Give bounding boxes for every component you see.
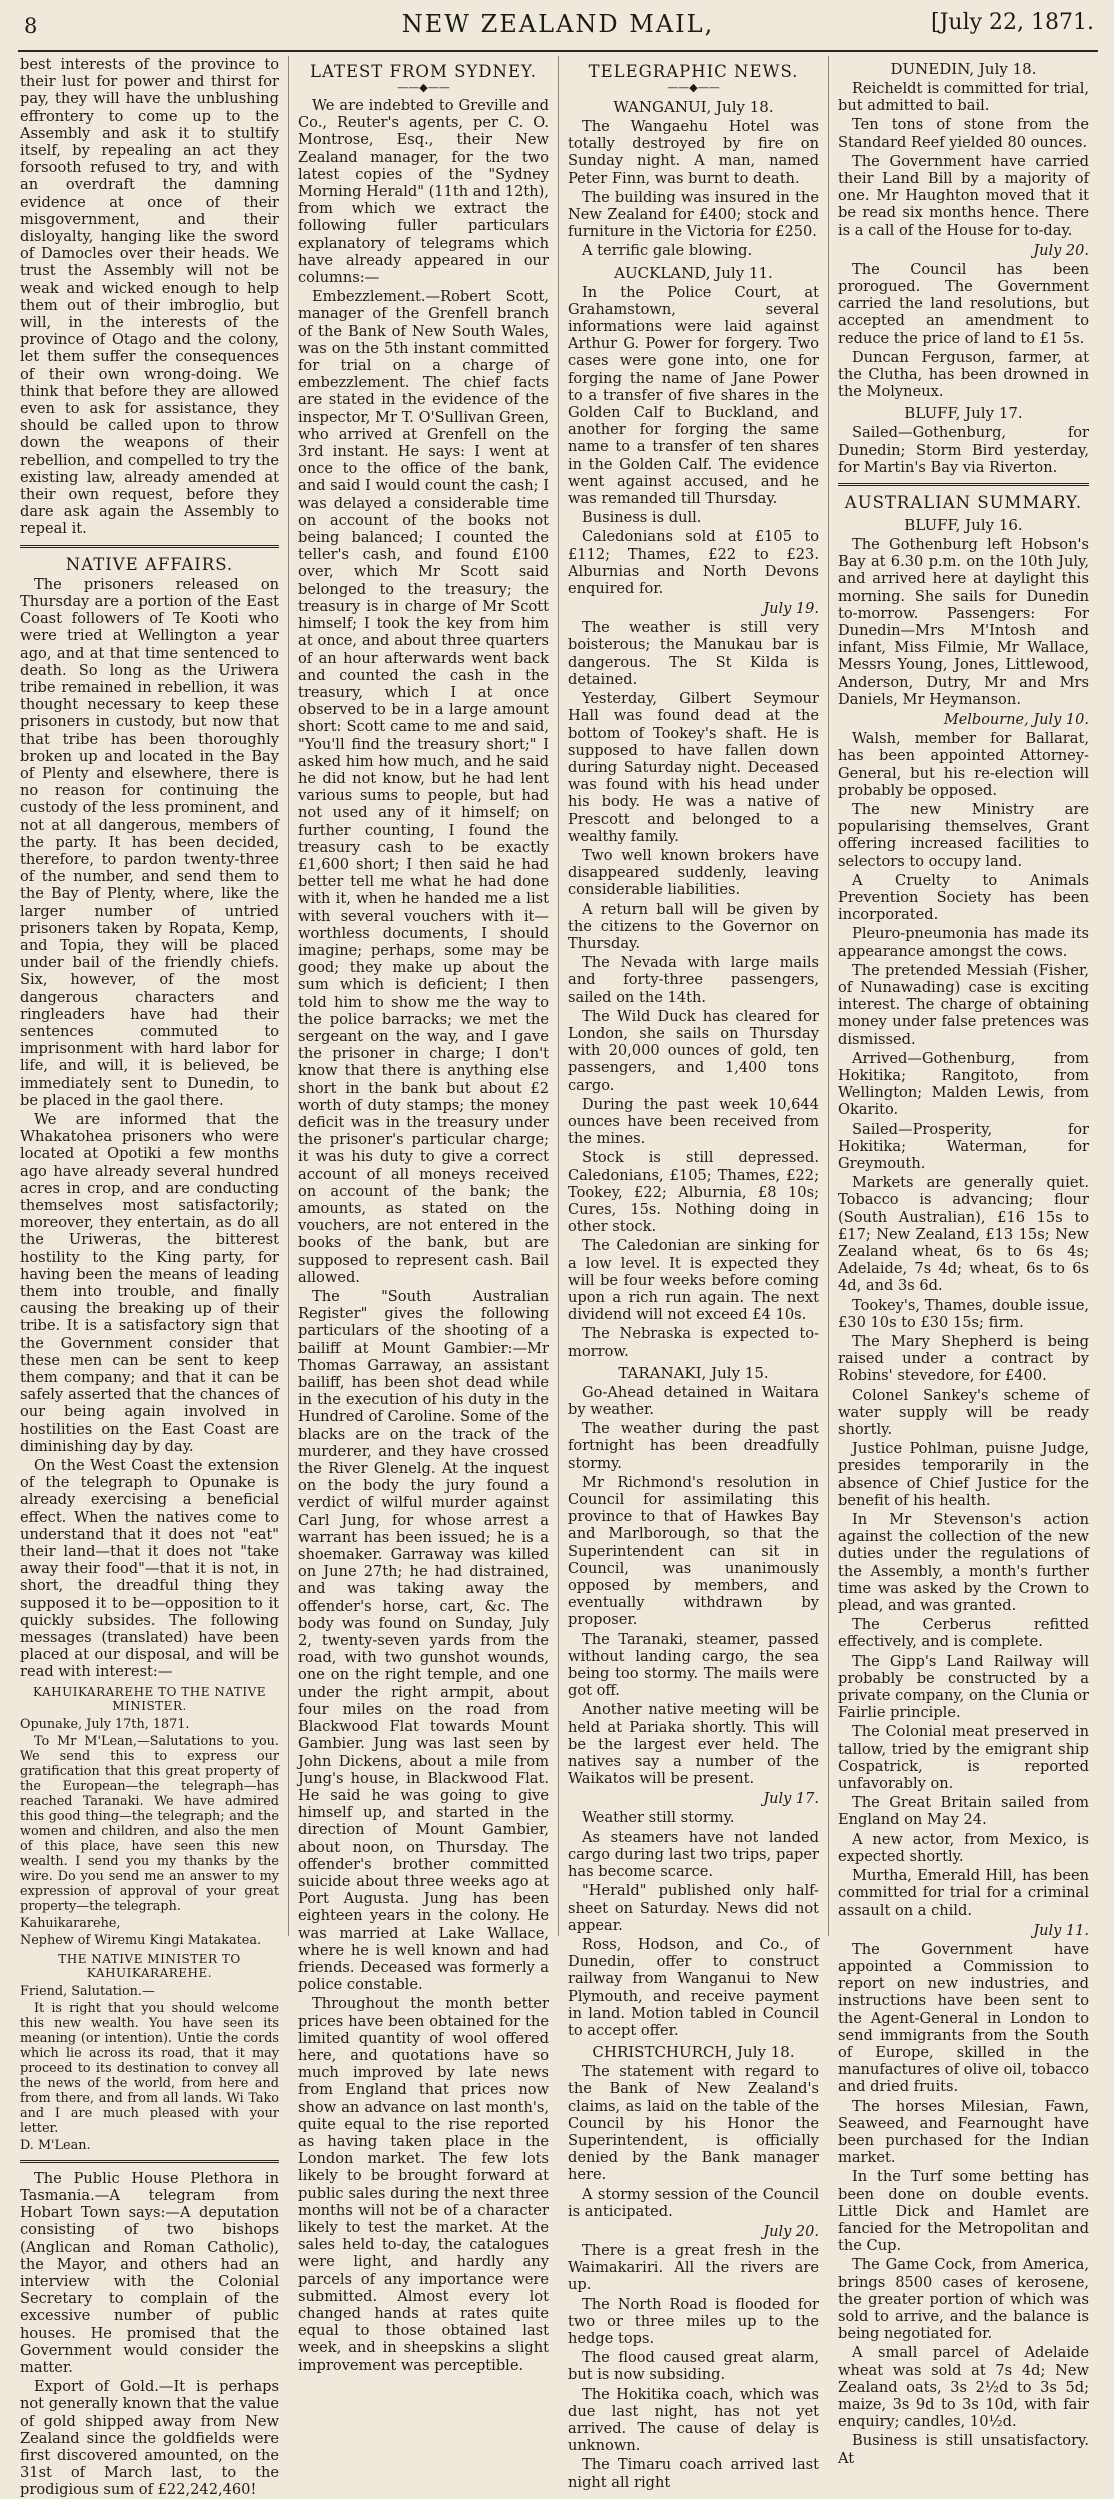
telegraph-messages — [20, 1685, 279, 2153]
news-item: Business is dull. — [582, 509, 702, 527]
section-rule — [20, 545, 279, 548]
news-item: The Game Cock, from America, brings 8500 cases of kerosene, the greater portion of which was sold to arrive, and the balance is being negotiated for. — [838, 2256, 1089, 2343]
news-item: The Great Britain sailed from England on May 24. — [838, 1794, 1089, 1829]
news-item: The Timaru coach arrived last night all right — [568, 2456, 819, 2491]
sub-dateline: July 11. — [1033, 1922, 1089, 1939]
sub-dateline: July 20. — [763, 2223, 819, 2240]
news-item: The weather is still very boisterous; the Manukau bar is dangerous. The St Kilda is detained. — [568, 619, 819, 688]
news-item: The Wangaehu Hotel was totally destroyed by fire on Sunday night. A man, named Peter Finn, was burnt to death. — [568, 118, 819, 187]
message-1-label: KAHUIKARAREHE TO THE NATIVE MINISTER. — [32, 1684, 267, 1713]
embezzlement-article: Embezzlement.—Robert Scott, manager of the Grenfell branch of the Bank of New South Wales, was on the 5th instant committed for trial on a charge of embezzlement. The chief facts are stated in the evidence of the inspector, Mr T. O'Sullivan Green, who arrived at Grenfell on the 3rd instant. He says: I went at once to the office of the bank, and said I would count the cash; I was delayed a considerable time on account of the books not being balanced; I counted the teller's cash, and found £100 over, which Mr Scott said belonged to the treasury; the treasury is in charge of Mr Scott himself; I took the key from him at once, and about three quarters of an hour afterwards went back and counted the cash in the treasury, which I at once observed to be in a large amount short: Scott came to me and said, "You'll find the treasury short;" I asked him how much, and he said he did not know, but he had lent various sums to people, but had not used any of it himself; on further counting, I found the treasury cash to be exactly £1,600 short; I then said he had better tell me what he had done with it, when he handed me a list with several vouchers with it—worthless documents, I should imagine; perhaps, some may be good; they make up about the sum which is deficient; I then told him to show me the way to the police barracks; we met the sergeant on the way, and I gave the prisoner in charge; I don't know that there is anything else short in the bank but about £2 worth of duty stamps; the money deficit was in the treasury under the prisoner's particular charge; it was his duty to give a correct account of all moneys received on account of the bank; the amounts, as stated on the vouchers, are not entered in the books of the bank, but are supposed to represent cash. Bail allowed. — [298, 288, 549, 1286]
native-affairs-para-3: On the West Coast the extension of the telegraph to Opunake is already exercising a beneficial effect. When the natives come to understand that it does not "eat" their land—that it does not "take away their food"—that it is not, in short, the dreadful thing they supposed it to be—opposition to it quickly subsides. The following messages (translated) have been placed at our disposal, and will be read with interest:— — [20, 1457, 279, 1681]
news-item: The Caledonian are sinking for a low level. It is expected they will be four weeks before coming upon a rich run again. The next dividend will not exceed £4 10s. — [568, 1237, 819, 1324]
issue-date: [July 22, 1871. — [931, 10, 1094, 35]
news-item: The Government have carried their Land Bill by a majority of one. Mr Haughton moved that it be read six months hence. There is a call of the House for to-day. — [838, 152, 1089, 239]
news-item: As steamers have not landed cargo during last two trips, paper has become scarce. — [568, 1828, 819, 1881]
news-item: Ten tons of stone from the Standard Reef yielded 80 ounces. — [838, 116, 1089, 151]
news-item: The pretended Messiah (Fisher, of Nunawading) case is exciting interest. The charge of obtaining money under false pretences was dismissed. — [838, 961, 1089, 1048]
native-affairs-para-2: We are informed that the Whakatohea prisoners who were located at Opotiki a few months ago have already several hundred acres in crop, and are conducting themselves most satisfactorily; moreover, they entertain, as do all the Uriweras, the bitterest hostility to the King party, for having been the means of leading them into trouble, and finally causing the breaking up of their tribe. It is a satisfactory sign that the Government consider that these men can be sent to keep them company; and that it can be safely asserted that the chances of our being again involved in hostilities on the East Coast are diminishing day by day. — [20, 1110, 279, 1455]
news-item: The statement with regard to the Bank of New Zealand's claims, as laid on the table of the Council by his Honor the Superintendent, is officially denied by the Bank manager here. — [568, 2063, 819, 2184]
news-item: The weather during the past fortnight has been dreadfully stormy. — [568, 1420, 819, 1472]
news-item: The North Road is flooded for two or three miles up to the hedge tops. — [568, 2295, 819, 2347]
news-item: The Cerberus refitted effectively, and is complete. — [838, 1616, 1089, 1651]
section-rule — [838, 483, 1089, 486]
dateline-bluff-16: BLUFF, July 16. — [904, 516, 1023, 535]
news-item: The Gothenburg left Hobson's Bay at 6.30 p.m. on the 10th July, and arrived here at daylight this morning. She sails for Dunedin to-morrow. Passengers: For Dunedin—Mrs M'Intosh and infant, Miss Filmie, Mr Wallace, Messrs Young, Jones, Littlewood, Anderson, Dutry, Mr and Mrs Daniels, Mr Heymanson. — [838, 536, 1089, 708]
news-item: A small parcel of Adelaide wheat was sold at 7s 4d; New Zealand oats, 3s 2½d to 3s 5d; maize, 3s 9d to 3s 10d, with fair enquiry; candles, 10½d. — [838, 2344, 1089, 2431]
news-item: During the past week 10,644 ounces have been received from the mines. — [568, 1095, 819, 1148]
news-item: The Nevada with large mails and forty-three passengers, sailed on the 14th. — [568, 954, 819, 1006]
gold-export-paragraph: Export of Gold.—It is perhaps not generally known that the value of gold shipped away from New Zealand since the goldfields were first discovered amounted, on the 31st of March last, to the prodigious sum of £22,242,460! — [20, 2378, 279, 2499]
news-item: The new Ministry are popularising themselves, Grant offering increased facilities to selectors to occupy land. — [838, 800, 1089, 870]
heading-australian-summary: AUSTRALIAN SUMMARY. — [844, 493, 1083, 513]
section-rule — [20, 2160, 279, 2163]
news-item: The Gipp's Land Railway will probably be constructed by a private company, on the Clunia or Fairlie principle. — [838, 1652, 1089, 1722]
heading-native-affairs: NATIVE AFFAIRS. — [65, 554, 234, 574]
news-item: A new actor, from Mexico, is expected shortly. — [838, 1830, 1089, 1865]
news-item: The Government have appointed a Commission to report on new industries, and instructions have been sent to the Agent-General in London to send immigrants from the South of Europe, skilled in the manufactures of olive oil, tobacco and dried fruits. — [838, 1940, 1089, 2096]
column-2 — [288, 56, 558, 2374]
news-item: There is a great fresh in the Waimakariri. All the rivers are up. — [568, 2241, 819, 2294]
news-item: In the Turf some betting has been done on double events. Little Dick and Hamlet are fancied for the Metropolitan and the Cup. — [838, 2168, 1089, 2255]
sub-dateline: July 17. — [763, 1791, 819, 1808]
sub-dateline-melbourne: Melbourne, July 10. — [943, 712, 1089, 729]
news-item: Colonel Sankey's scheme of water supply will be ready shortly. — [838, 1386, 1089, 1439]
news-item: The building was insured in the New Zealand for £400; stock and furniture in the Victoria for £250. — [568, 188, 819, 241]
column-3 — [558, 56, 828, 2491]
message-2-body: It is right that you should welcome this new wealth. You have seen its meaning (or intention). Untie the cords which lie across its road, that it may proceed to its destination to convey all the news of the world, from here and from there, and from all lands. Wi Tako and I are much pleased with your letter. — [20, 2000, 279, 2136]
ornament-divider: ——◆—— — [397, 81, 450, 94]
dateline-taranaki: TARANAKI, July 15. — [618, 1363, 769, 1382]
news-item: The flood caused great alarm, but is now subsiding. — [568, 2349, 819, 2384]
sydney-intro: We are indebted to Greville and Co., Reuter's agents, per C. O. Montrose, Esq., their New Zealand manager, for the two latest copies of the "Sydney Morning Herald" (11th and 12th), from which we extract the following fuller particulars explanatory of telegrams which have already appeared in our columns:— — [298, 97, 549, 287]
news-item: The Wild Duck has cleared for London, she sails on Thursday with 20,000 ounces of gold, ten passengers, and 1,400 tons cargo. — [568, 1007, 819, 1094]
news-item: The horses Milesian, Fawn, Seaweed, and Fearnought have been purchased for the Indian market. — [838, 2097, 1089, 2167]
editorial-continuation: best interests of the province to their lust for power and thirst for pay, they will have the unblushing effrontery to come up to the Assembly and ask it to stultify itself, by repealing an act they forsooth refused to try, and with an overdraft the damning evidence at once of their misgovernment, and their disloyalty, hanging like the sword of Damocles over their heads. We trust the Assembly will not be weak and wicked enough to help them out of their imbroglio, but will, in the interests of the province of Otago and the colony, let them suffer the consequences of their own wrong-doing. We think that before they are allowed even to ask for assistance, they should be called upon to throw down the weapons of their rebellion, and compelled to try the existing law, already amended at their own request, before they dare ask again the Assembly to repeal it. — [20, 56, 279, 538]
native-affairs-para-1: The prisoners released on Thursday are a portion of the East Coast followers of Te Kooti who were tried at Wellington a year ago, and at that time sentenced to death. So long as the Uriwera tribe remained in rebellion, it was thought necessary to keep these prisoners in custody, but now that that tribe has been thoroughly broken up and located in the Bay of Plenty and elsewhere, there is no reason for continuing the custody of the less prominent, and not at all dangerous, members of the party. It has been decided, therefore, to pardon twenty-three of the number, and send them to the Bay of Plenty, where, like the larger number of untried prisoners taken by Ropata, Kemp, and Topia, they will be placed under bail of the friendly chiefs. Six, however, of the most dangerous characters and ringleaders have had their sentences commuted to imprisonment with hard labor for life, and will, it is believed, be immediately sent to Dunedin, to be placed in the gaol there. — [20, 575, 279, 1109]
news-item: Murtha, Emerald Hill, has been committed for trial for a criminal assault on a child. — [838, 1867, 1089, 1919]
masthead — [18, 6, 1098, 52]
news-item: Stock is still depressed. Caledonians, £105; Thames, £22; Tookey, £22; Alburnia, £8 10s; Cures, 15s. Nothing doing in other stock. — [568, 1149, 819, 1236]
dateline-dunedin: DUNEDIN, July 18. — [890, 60, 1037, 78]
message-1-signature-title: Nephew of Wiremu Kingi Matakatea. — [20, 1932, 262, 1948]
columns — [18, 56, 1098, 2499]
news-item: Pleuro-pneumonia has made its appearance amongst the cows. — [838, 925, 1089, 960]
news-item: Weather still stormy. — [582, 1809, 735, 1827]
news-item: Tookey's, Thames, double issue, £30 10s to £30 15s; firm. — [838, 1296, 1089, 1331]
tasmania-paragraph: The Public House Plethora in Tasmania.—A telegram from Hobart Town says:—A deputation consisting of two bishops (Anglican and Roman Catholic), the Mayor, and others had an interview with the Colonial Secretary to complain of the excessive number of public houses. He promised that the Government would consider the matter. — [20, 2169, 279, 2376]
message-1-signature: Kahuikararehe, — [20, 1915, 121, 1931]
heading-latest-from-sydney: LATEST FROM SYDNEY. — [309, 62, 538, 81]
news-item: The Taranaki, steamer, passed without landing cargo, the sea being too stormy. The mails were got off. — [568, 1630, 819, 1700]
news-item: A stormy session of the Council is anticipated. — [568, 2185, 819, 2220]
ornament-divider: ——◆—— — [667, 81, 720, 94]
news-item: Caledonians sold at £105 to £112; Thames, £22 to £23. Alburnias and North Devons enquired for. — [568, 528, 819, 598]
sub-dateline: July 19. — [763, 601, 819, 618]
news-item: Ross, Hodson, and Co., of Dunedin, offer to construct railway from Wanganui to New Plymouth, and receive payment in land. Motion tabled in Council to accept offer. — [568, 1935, 819, 2039]
news-item: Sailed—Prosperity, for Hokitika; Waterman, for Greymouth. — [838, 1120, 1089, 1172]
news-item: The Council has been prorogued. The Government carried the land resolutions, but accepted an amendment to reduce the price of land to £1 5s. — [838, 260, 1089, 347]
news-item: Yesterday, Gilbert Seymour Hall was found dead at the bottom of Tookey's shaft. He is supposed to have fallen down during Saturday night. Deceased was found with his head under his body. He was a native of Prescott and belonged to a wealthy family. — [568, 690, 819, 845]
news-item: The Colonial meat preserved in tallow, tried by the emigrant ship Cospatrick, is reported unfavorably on. — [838, 1723, 1089, 1793]
news-item: In Mr Stevenson's action against the collection of the new duties under the regulations of the Assembly, a month's further time was asked by the Crown to plead, and was granted. — [838, 1511, 1089, 1615]
news-item: Walsh, member for Ballarat, has been appointed Attorney-General, but his re-election will probably be opposed. — [838, 730, 1089, 799]
newspaper-title: NEW ZEALAND MAIL, — [401, 10, 715, 38]
news-item: The Mary Shepherd is being raised under a contract by Robins' stevedore, for £400. — [838, 1333, 1089, 1385]
page-number: 8 — [24, 14, 38, 38]
news-item: Sailed—Gothenburg, for Dunedin; Storm Bird yesterday, for Martin's Bay via Riverton. — [838, 424, 1089, 476]
news-item: Duncan Ferguson, farmer, at the Clutha, has been drowned in the Molyneux. — [838, 348, 1089, 401]
news-item: A terrific gale blowing. — [582, 242, 753, 260]
news-item: The Nebraska is expected to-morrow. — [568, 1325, 819, 1360]
bailiff-shooting-article: The "South Australian Register" gives the following particulars of the shooting of a bailiff at Mount Gambier:—Mr Thomas Garraway, an assistant bailiff, has been shot dead while in the execution of his duty in the Hundred of Caroline. Some of the blacks are on the track of the murderer, and they have crossed the River Glenelg. At the inquest on the body the jury found a verdict of wilful murder against Carl Jung, for whose arrest a warrant has been issued; he is a shoemaker. Garraway was killed on June 27th; he had distrained, and was taking away the offender's horse, cart, &c. The body was found on Sunday, July 2, twenty-seven yards from the road, with two gunshot wounds, one on the right temple, and one under the right armpit, about four miles on the road from Blackwood Flat towards Mount Gambier. Jung was last seen by John Dickens, about a mile from Jung's house, in Blackwood Flat. He said he was going to give himself up, and started in the direction of Mount Gambier, about noon, on Thursday. The offender's brother committed suicide about three weeks ago at Port Augusta. Jung has been eighteen years in the colony. He was married at Lake Wallace, where he is well known and had friends. Deceased was formerly a police constable. — [298, 1288, 549, 1994]
news-item: Two well known brokers have disappeared suddenly, leaving considerable liabilities. — [568, 846, 819, 899]
news-item: Business is still unsatisfactory. At — [838, 2432, 1089, 2467]
news-item: Reicheldt is committed for trial, but admitted to bail. — [838, 80, 1089, 115]
news-item: Another native meeting will be held at Pariaka shortly. This will be the largest ever held. The natives say a number of the Waikatos will be present. — [568, 1701, 819, 1788]
news-item: A return ball will be given by the citizens to the Governor on Thursday. — [568, 900, 819, 952]
message-2-label: THE NATIVE MINISTER TO KAHUIKARAREHE. — [58, 1951, 241, 1980]
news-item: A Cruelty to Animals Prevention Society has been incorporated. — [838, 871, 1089, 924]
heading-telegraphic-news: TELEGRAPHIC NEWS. — [588, 62, 799, 81]
dateline-wanganui: WANGANUI, July 18. — [613, 98, 774, 116]
wool-market-article: Throughout the month better prices have been obtained for the limited quantity of wool offered here, and quotations have so much improved by late news from England that prices now show an advance on last month's, quite equal to the rise reported as having taken place in the London market. The few lots likely to be brought forward at public sales during the next three months will not be of a character likely to test the market. At the sales held to-day, the catalogues were light, and hardly any parcels of any importance were submitted. Almost every lot changed hands at rates quite equal to those obtained last week, and in sheepskins a slight improvement was perceptible. — [298, 1995, 549, 2374]
column-1 — [18, 56, 288, 2499]
dateline-auckland: AUCKLAND, July 11. — [614, 263, 773, 282]
news-item: Justice Pohlman, puisne Judge, presides temporarily in the absence of Chief Justice for the benefit of his health. — [838, 1440, 1089, 1509]
message-1-body: To Mr M'Lean,—Salutations to you. We send this to express our gratification that this great property of the European—the telegraph—has reached Taranaki. We have admired this good thing—the telegraph; and the women and children, and also the men of this place, have seen this new wealth. I send you my thanks by the wire. Do you send me an answer to my expression of approval of your great property—the telegraph. — [20, 1733, 279, 1914]
message-2-greeting: Friend, Salutation.— — [20, 1983, 155, 1999]
sub-dateline: July 20. — [1033, 242, 1089, 259]
news-item: Go-Ahead detained in Waitara by weather. — [568, 1383, 819, 1419]
column-4 — [828, 56, 1098, 2467]
news-item: Markets are generally quiet. Tobacco is advancing; flour (South Australian), £16 15s to £17; New Zealand, £13 15s; New Zealand wheat, 6s to 6s 4s; Adelaide, 7s 4d; wheat, 6s to 6s 4d, and 3s 6d. — [838, 1174, 1089, 1295]
news-item: Mr Richmond's resolution in Council for assimilating this province to that of Hawkes Bay and Marlborough, so that the Superintendent can sit in Council, was unanimously opposed by members, and eventually withdrawn by proposer. — [568, 1473, 819, 1629]
dateline-christchurch: CHRISTCHURCH, July 18. — [592, 2043, 795, 2062]
news-item: The Hokitika coach, which was due last night, has not yet arrived. The cause of delay is unknown. — [568, 2385, 819, 2455]
message-1-place: Opunake, July 17th, 1871. — [20, 1716, 190, 1732]
message-2-signature: D. M'Lean. — [20, 2137, 91, 2153]
news-item: Arrived—Gothenburg, from Hokitika; Rangitoto, from Wellington; Malden Lewis, from Okarito. — [838, 1049, 1089, 1119]
news-item: In the Police Court, at Grahamstown, several informations were laid against Arthur G. Power for forgery. Two cases were gone into, one for forging the name of Jane Power to a transfer of five shares in the Golden Calf to Buckland, and another for forging the same name to a transfer of ten shares in the Golden Calf. The evidence went against accused, and he was remanded till Thursday. — [568, 283, 819, 508]
dateline-bluff: BLUFF, July 17. — [904, 404, 1023, 423]
news-item: "Herald" published only half-sheet on Saturday. News did not appear. — [568, 1882, 819, 1934]
